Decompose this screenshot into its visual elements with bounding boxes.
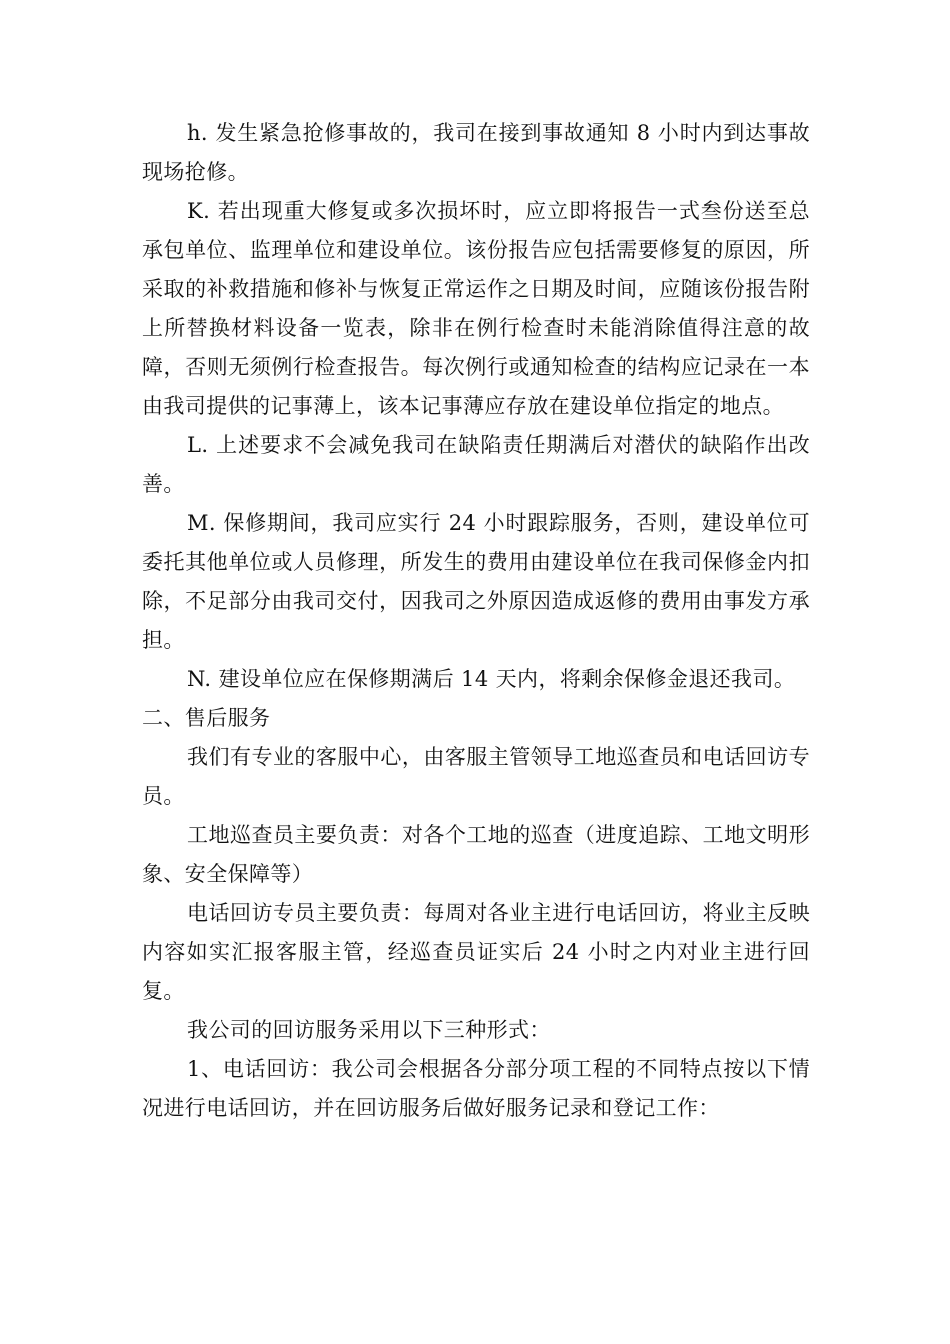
paragraph-h: h. 发生紧急抢修事故的，我司在接到事故通知 8 小时内到达事故现场抢修。	[142, 121, 810, 184]
paragraph-site-inspector: 工地巡查员主要负责：对各个工地的巡查（进度追踪、工地文明形象、安全保障等）	[142, 823, 810, 886]
paragraph-m: M. 保修期间，我司应实行 24 小时跟踪服务，否则，建设单位可委托其他单位或人员修理，所发生的费用由建设单位在我司保修金内扣除，不足部分由我司交付，因我司之外原因造成返修的费用由事发方承担。	[142, 511, 810, 652]
paragraph-followup-forms: 我公司的回访服务采用以下三种形式：	[187, 1018, 551, 1042]
paragraph-phone-return-visit: 1、电话回访：我公司会根据各分部分项工程的不同特点按以下情况进行电话回访，并在回访服务后做好服务记录和登记工作：	[142, 1057, 810, 1120]
document-body	[142, 114, 810, 1128]
paragraph-service-center: 我们有专业的客服中心，由客服主管领导工地巡查员和电话回访专员。	[142, 745, 810, 808]
section-heading: 二、售后服务	[142, 706, 271, 730]
paragraph-n: N. 建设单位应在保修期满后 14 天内，将剩余保修金退还我司。	[187, 667, 796, 691]
paragraph-l: L. 上述要求不会减免我司在缺陷责任期满后对潜伏的缺陷作出改善。	[142, 433, 810, 496]
paragraph-phone-followup: 电话回访专员主要负责：每周对各业主进行电话回访，将业主反映内容如实汇报客服主管，经巡查员证实后 24 小时之内对业主进行回复。	[142, 901, 810, 1003]
paragraph-k: K. 若出现重大修复或多次损坏时，应立即将报告一式叁份送至总承包单位、监理单位和建设单位。该份报告应包括需要修复的原因，所采取的补救措施和修补与恢复正常运作之日期及时间，应随该份报告附上所替换材料设备一览表，除非在例行检查时未能消除值得注意的故障，否则无须例行检查报告。每次例行或通知检查的结构应记录在一本由我司提供的记事薄上，该本记事薄应存放在建设单位指定的地点。	[142, 199, 810, 418]
